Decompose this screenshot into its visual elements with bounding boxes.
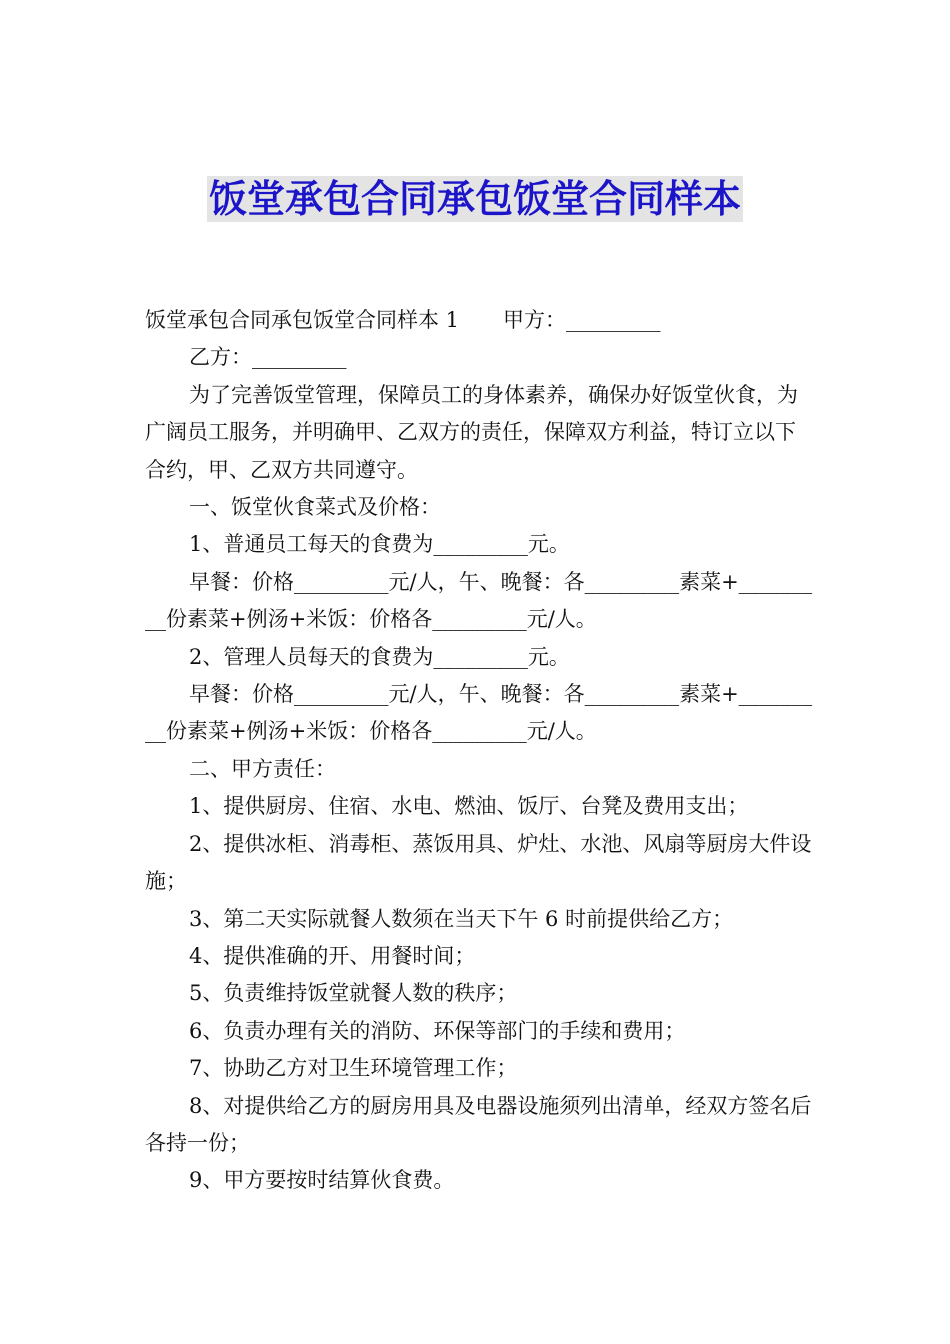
clause-manager-daily-fee: 2、管理人员每天的食费为_________元。 — [189, 644, 570, 669]
preamble-paragraph: 为了完善饭堂管理，保障员工的身体素养，确保办好饭堂伙食，为广阔员工服务，并明确甲、乙双方的责任，保障双方利益，特订立以下合约，甲、乙双方共同遵守。 — [145, 382, 798, 482]
document-title-text: 饭堂承包合同承包饭堂合同样本 — [208, 177, 741, 221]
clause-party-a-5: 5、负责维持饭堂就餐人数的秩序； — [189, 981, 518, 1006]
document-body — [145, 302, 813, 1200]
clause-manager-meal-price: 早餐：价格_________元/人，午、晚餐：各_________素菜+_________份素菜+例汤+米饭：价格各_________元/人。 — [145, 682, 813, 744]
document-title — [0, 176, 950, 222]
clause-party-a-2: 2、提供冰柜、消毒柜、蒸饭用具、炉灶、水池、风扇等厨房大件设施； — [145, 831, 812, 894]
clause-party-a-3: 3、第二天实际就餐人数须在当天下午 6 时前提供给乙方； — [189, 906, 734, 931]
clause-party-a-9: 9、甲方要按时结算伙食费。 — [189, 1168, 455, 1193]
clause-party-a-7: 7、协助乙方对卫生环境管理工作； — [189, 1056, 518, 1081]
clause-party-a-8: 8、对提供给乙方的厨房用具及电器设施须列出清单，经双方签名后各持一份； — [145, 1093, 812, 1155]
party-a-field: 甲方：_________ — [503, 308, 661, 332]
clause-party-a-6: 6、负责办理有关的消防、环保等部门的手续和费用； — [189, 1018, 686, 1043]
header-line — [145, 302, 813, 339]
section-heading-party-a-duties: 二、甲方责任： — [189, 756, 336, 781]
section-heading-menu-price: 一、饭堂伙食菜式及价格： — [189, 495, 441, 520]
contract-sample-heading: 饭堂承包合同承包饭堂合同样本 1 — [145, 308, 460, 332]
clause-staff-daily-fee: 1、普通员工每天的食费为_________元。 — [189, 532, 570, 557]
clause-staff-meal-price: 早餐：价格_________元/人，午、晚餐：各_________素菜+_________份素菜+例汤+米饭：价格各_________元/人。 — [145, 569, 813, 632]
clause-party-a-4: 4、提供准确的开、用餐时间； — [189, 943, 476, 968]
party-b-field: 乙方：_________ — [189, 345, 347, 370]
clause-party-a-1: 1、提供厨房、住宿、水电、燃油、饭厅、台凳及费用支出； — [189, 794, 749, 819]
